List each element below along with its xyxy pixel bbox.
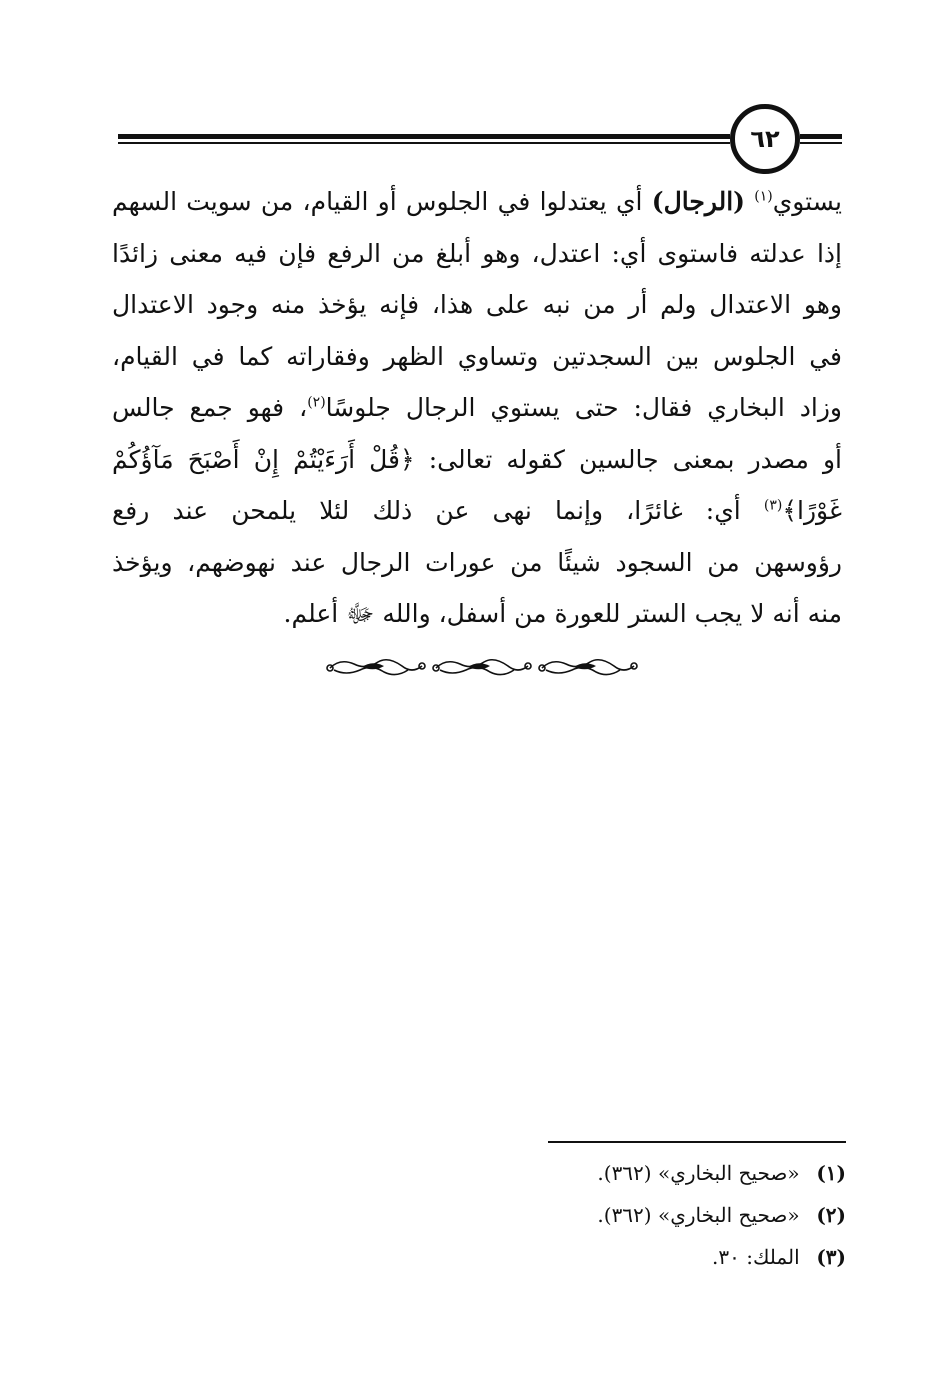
footnote-text: «صحيح البخاري» (٣٦٢). xyxy=(597,1203,800,1227)
text-line-2: إذا عدلته فاستوى أي: اعتدل، وهو أبلغ من الرفع فإن فيه معنى زائدًا xyxy=(112,238,842,268)
footnote-number: (٣) xyxy=(816,1245,846,1269)
footnote-3 xyxy=(500,1236,846,1278)
text-segment: أي: غائرًا، وإنما نهى عن ذلك لئلا يلمحن عند رفع xyxy=(112,496,764,525)
text-line-3: وهو الاعتدال ولم أر من نبه على هذا، فإنه يؤخذ منه وجود الاعتدال xyxy=(112,290,842,319)
page-number-badge xyxy=(730,104,800,174)
header-rule-right-thin xyxy=(800,142,842,144)
text-line-4: في الجلوس بين السجدتين وتساوي الظهر وفقاراته كما في القيام، xyxy=(112,341,842,371)
footnote-number: (١) xyxy=(816,1161,846,1185)
footnote-ref-1[interactable]: (١) xyxy=(754,188,773,205)
text-segment: أي يعتدلوا في الجلوس أو القيام، من سويت السهم xyxy=(112,187,652,216)
header-rule-thin xyxy=(118,142,730,144)
text-line-6: أو مصدر بمعنى جالسين كقوله تعالى: ﴿قُلْ أَرَءَيْتُمْ إِنْ أَصْبَحَ مَآؤُكُمْ xyxy=(112,444,842,474)
text-line-9: منه أنه لا يجب الستر للعورة من أسفل، والله ﷻ أعلم. xyxy=(283,599,842,628)
header-rule-thick xyxy=(118,134,730,139)
footnote-ref-2[interactable]: (٢) xyxy=(307,394,326,411)
text-segment: ، فهو جمع جالس xyxy=(112,393,308,422)
footnote-ref-3[interactable]: (٣) xyxy=(763,497,783,514)
footnote-2 xyxy=(500,1194,846,1236)
main-text xyxy=(112,176,842,640)
footnote-number: (٢) xyxy=(816,1203,846,1227)
footnote-text: «صحيح البخاري» (٣٦٢). xyxy=(597,1161,800,1185)
ornament-divider-icon xyxy=(326,652,638,682)
footnote-text: الملك: ٣٠. xyxy=(712,1245,800,1269)
term-bold: (الرجال) xyxy=(651,187,745,216)
footnote-1 xyxy=(500,1152,846,1194)
text-line-8: رؤوسهن من السجود شيئًا من عورات الرجال عند نهوضهم، ويؤخذ xyxy=(112,547,842,577)
text-segment: وزاد البخاري فقال: حتى يستوي الرجال جلوسًا xyxy=(325,393,842,422)
text-segment: غَوْرًا﴾ xyxy=(782,496,842,525)
footnotes xyxy=(500,1152,846,1278)
page-number: ٦٢ xyxy=(750,125,780,153)
text-segment: يستوي xyxy=(772,187,842,216)
footnote-rule xyxy=(548,1141,846,1143)
text-line-1 xyxy=(112,176,842,228)
text-segment xyxy=(745,187,754,216)
header-rule-right-thick xyxy=(800,134,842,139)
text-line-5 xyxy=(112,382,842,434)
text-line-7 xyxy=(112,485,842,537)
